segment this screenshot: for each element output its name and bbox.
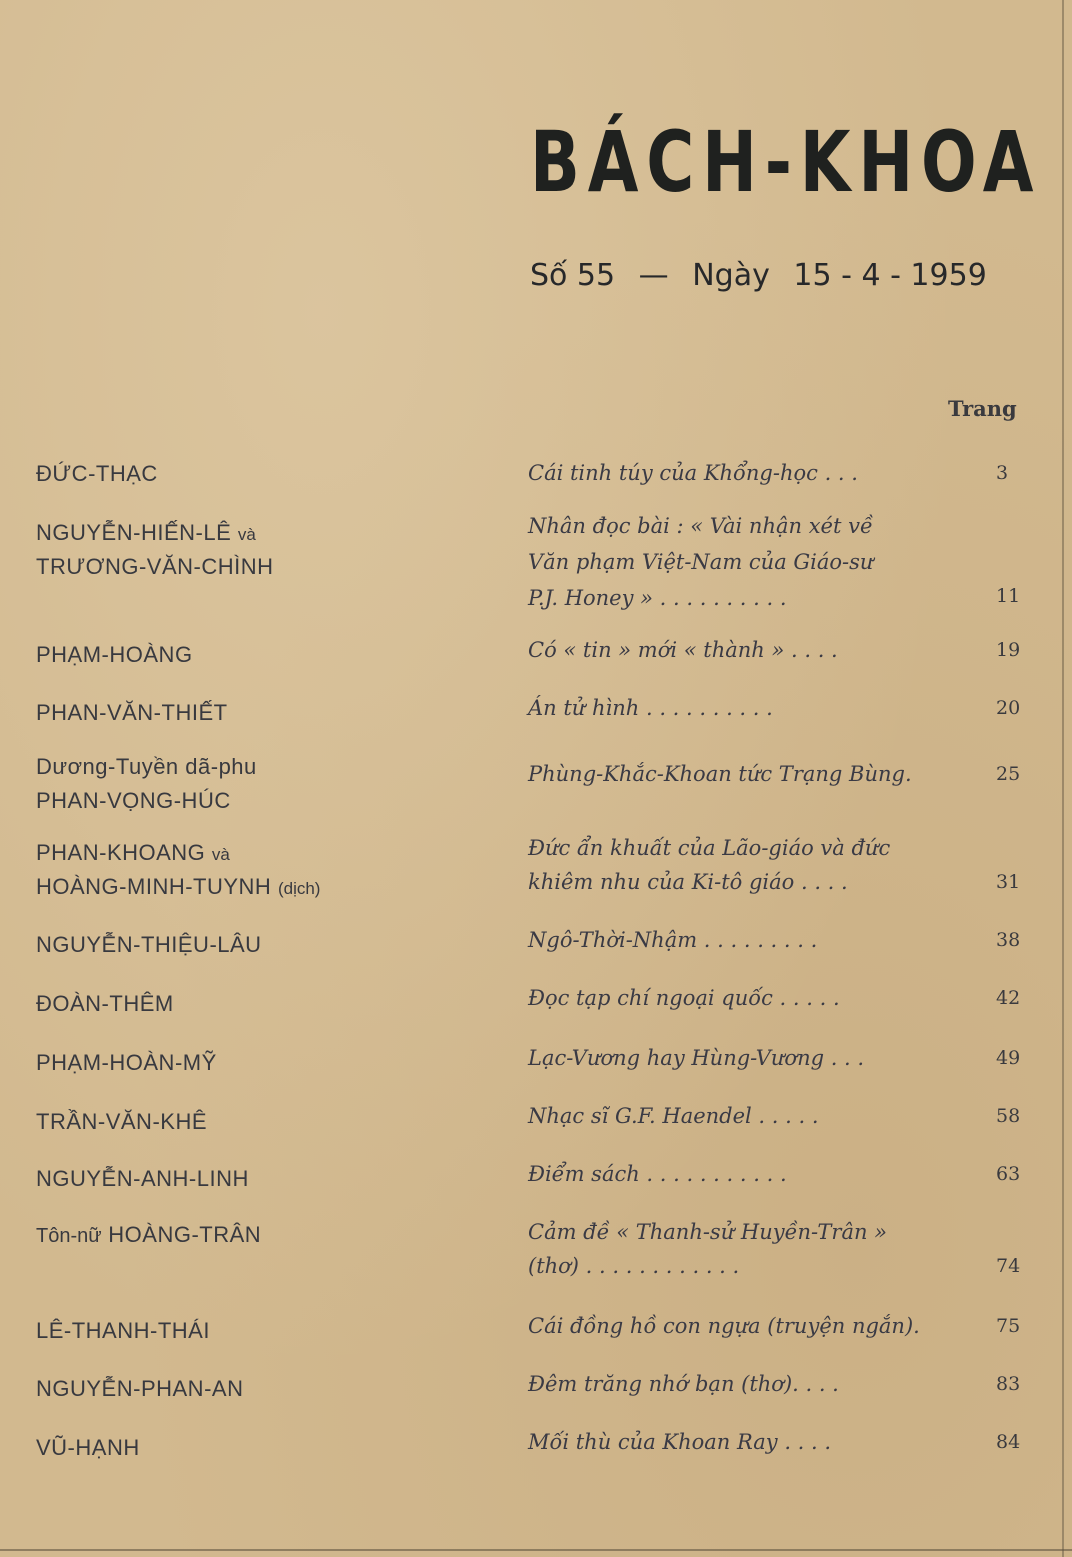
author-name: HOÀNG-TRÂN — [108, 1222, 262, 1247]
article-title: Điểm sách . . . . . . . . . . . — [528, 1162, 787, 1186]
page-number: 20 — [996, 697, 1021, 719]
author-name: LÊ-THANH-THÁI — [36, 1318, 210, 1343]
author-name: VŨ-HẠNH — [36, 1435, 140, 1460]
article-title: Ngô-Thời-Nhậm . . . . . . . . . — [528, 928, 818, 952]
article-title: Đọc tạp chí ngoại quốc . . . . . — [528, 986, 840, 1010]
author-name: NGUYỄN-HIẾN-LÊ — [36, 520, 232, 545]
author-name: NGUYỄN-ANH-LINH — [36, 1166, 249, 1191]
article-title: Phùng-Khắc-Khoan tức Trạng Bùng. — [528, 762, 912, 786]
page-number: 49 — [996, 1047, 1021, 1069]
page-number: 19 — [996, 639, 1021, 661]
article-title-line: Cảm đề « Thanh-sử Huyền-Trân » — [528, 1220, 888, 1244]
author-name-2: HOÀNG-MINH-TUYNH — [36, 874, 272, 899]
page-number: 38 — [996, 929, 1021, 951]
author-prefix: Tôn-nữ — [36, 1225, 102, 1247]
article-title-line: Đức ẩn khuất của Lão-giáo và đức — [528, 836, 891, 860]
author-prefix: Dương-Tuyền dã-phu — [36, 754, 257, 779]
page-number: 31 — [996, 871, 1021, 893]
page-number: 75 — [996, 1315, 1021, 1337]
author-name: PHAN-KHOANG — [36, 840, 206, 865]
page-number: 42 — [996, 987, 1021, 1009]
page-number: 3 — [996, 462, 1009, 484]
article-title-line: Văn phạm Việt-Nam của Giáo-sư — [528, 550, 874, 574]
author-name-2: TRƯƠNG-VĂN-CHÌNH — [36, 554, 274, 579]
article-title-line: Nhân đọc bài : « Vài nhận xét về — [528, 514, 873, 538]
page-number: 74 — [996, 1255, 1021, 1277]
author-group — [36, 836, 506, 872]
page-edge-right — [1062, 0, 1064, 1557]
page-number: 11 — [996, 585, 1021, 607]
page-edge-bottom — [0, 1549, 1072, 1551]
author-group — [36, 1218, 506, 1253]
article-title: Mối thù của Khoan Ray . . . . — [528, 1430, 832, 1454]
issue-date: 15 - 4 - 1959 — [793, 258, 987, 293]
issue-line — [530, 258, 1060, 293]
article-title: Nhạc sĩ G.F. Haendel . . . . . — [528, 1104, 819, 1128]
author-group-2 — [36, 870, 506, 906]
author-name: ĐỨC-THẠC — [36, 461, 158, 486]
page-number: 58 — [996, 1105, 1021, 1127]
magazine-title: BÁCH-KHOA — [530, 113, 1042, 211]
article-title-line: (thơ) . . . . . . . . . . . . — [528, 1254, 740, 1278]
author-name: NGUYỄN-THIỆU-LÂU — [36, 932, 262, 957]
author-name: PHAN-VỌNG-HÚC — [36, 788, 231, 813]
page-number: 84 — [996, 1431, 1021, 1453]
issue-dash: — — [638, 258, 669, 293]
page-number: 83 — [996, 1373, 1021, 1395]
author-group — [36, 516, 506, 552]
article-title: Cái tinh túy của Khổng-học . . . — [528, 461, 858, 485]
article-title: Cái đồng hồ con ngựa (truyện ngắn). — [528, 1314, 920, 1338]
author-name: NGUYỄN-PHAN-AN — [36, 1376, 244, 1401]
page-number: 63 — [996, 1163, 1021, 1185]
author-note: (dịch) — [277, 879, 321, 898]
author-name: ĐOÀN-THÊM — [36, 991, 174, 1016]
article-title-line: khiêm nhu của Ki-tô giáo . . . . — [528, 870, 848, 894]
author-name: PHẠM-HOÀN-MỸ — [36, 1050, 217, 1075]
page-column-label: Trang — [948, 396, 1017, 421]
author-name: PHẠM-HOÀNG — [36, 642, 193, 667]
article-title-line: P.J. Honey » . . . . . . . . . . — [528, 586, 787, 610]
issue-number: Số 55 — [530, 258, 616, 293]
author-join: và — [237, 525, 256, 544]
article-title: Đêm trăng nhớ bạn (thơ). . . . — [528, 1372, 839, 1396]
article-title: Lạc-Vương hay Hùng-Vương . . . — [528, 1046, 865, 1070]
page-number: 25 — [996, 763, 1021, 785]
issue-date-label: Ngày — [692, 258, 770, 293]
author-name: PHAN-VĂN-THIẾT — [36, 700, 228, 725]
article-title: Có « tin » mới « thành » . . . . — [528, 638, 838, 662]
article-title: Án tử hình . . . . . . . . . . — [528, 696, 773, 720]
author-name: TRẦN-VĂN-KHÊ — [36, 1109, 208, 1134]
author-join: và — [211, 845, 230, 864]
